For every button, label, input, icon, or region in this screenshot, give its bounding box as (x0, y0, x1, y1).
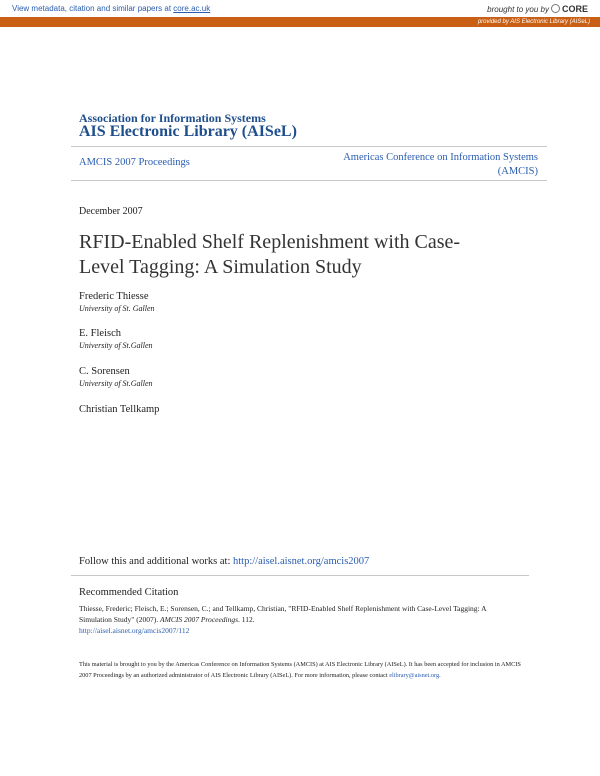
follow-text: Follow this and additional works at: (79, 556, 233, 567)
recommended-citation-body (79, 603, 529, 636)
citation-line-1: Thiesse, Frederic; Fleisch, E.; Sorensen, C.; and Tellkamp, Christian, "RFID-Enabled Shelf Replenishment with Case-Level Tagging: A (79, 604, 487, 613)
author-2 (79, 327, 153, 351)
publication-date: December 2007 (79, 206, 143, 217)
paper-title (79, 230, 529, 280)
author-1 (79, 290, 155, 314)
series-conference-line2: (AMCIS) (497, 166, 538, 177)
header-divider-bottom (71, 180, 547, 181)
author-affiliation: University of St.Gallen (79, 341, 153, 350)
series-proceedings-link[interactable]: AMCIS 2007 Proceedings (79, 157, 190, 168)
author-name: Christian Tellkamp (79, 404, 160, 415)
core-logo[interactable]: CORE (561, 4, 588, 14)
citation-link[interactable]: http://aisel.aisnet.org/amcis2007/112 (79, 626, 190, 635)
author-3 (79, 365, 153, 389)
core-banner (0, 0, 600, 16)
follow-line (79, 556, 369, 567)
author-name: C. Sorensen (79, 366, 130, 377)
recommended-citation-heading: Recommended Citation (79, 587, 179, 598)
follow-link[interactable]: http://aisel.aisnet.org/amcis2007 (233, 556, 370, 567)
author-affiliation: University of St. Gallen (79, 304, 155, 313)
follow-divider (71, 575, 529, 576)
title-line-1: RFID-Enabled Shelf Replenishment with Case- (79, 231, 461, 253)
repository-notice (79, 660, 529, 681)
provided-by-text[interactable]: provided by AIS Electronic Library (AISeL) (477, 19, 590, 25)
provider-strip (0, 17, 600, 27)
organization-name[interactable]: Association for Information Systems (79, 111, 266, 125)
title-line-2: Level Tagging: A Simulation Study (79, 256, 362, 278)
author-name: Frederic Thiesse (79, 291, 149, 302)
core-domain-link[interactable]: core.ac.uk (173, 4, 211, 13)
author-name: E. Fleisch (79, 328, 121, 339)
citation-venue: AMCIS 2007 Proceedings (159, 615, 239, 624)
series-conference-link[interactable] (320, 151, 538, 179)
notice-end: . (439, 671, 441, 679)
core-metadata-link[interactable] (12, 4, 210, 13)
library-name[interactable]: AIS Electronic Library (AISeL) (79, 123, 297, 140)
brought-text: brought to you by (487, 5, 549, 14)
header-divider-top (71, 146, 547, 147)
citation-line-2-pre: Simulation Study" (2007). (79, 615, 160, 624)
core-link-prefix: View metadata, citation and similar papers at (12, 4, 174, 13)
brought-to-you-by (487, 4, 588, 14)
core-logo-icon (551, 4, 560, 13)
author-4 (79, 403, 159, 416)
author-affiliation: University of St.Gallen (79, 379, 153, 388)
citation-line-2-post: . 112. (238, 615, 255, 624)
notice-text: This material is brought to you by the Americas Conference on Information Systems (AMCIS) at AIS Electronic Library (AISeL). It has been accepted for inclusion in AMCIS 2007 Proceedings by an authorized administrator of AIS Electronic Library (AISeL). For more information, please contact (79, 661, 521, 679)
contact-email-link[interactable]: elibrary@aisnet.org (389, 671, 440, 679)
series-conference-line1: Americas Conference on Information Systems (343, 152, 538, 163)
